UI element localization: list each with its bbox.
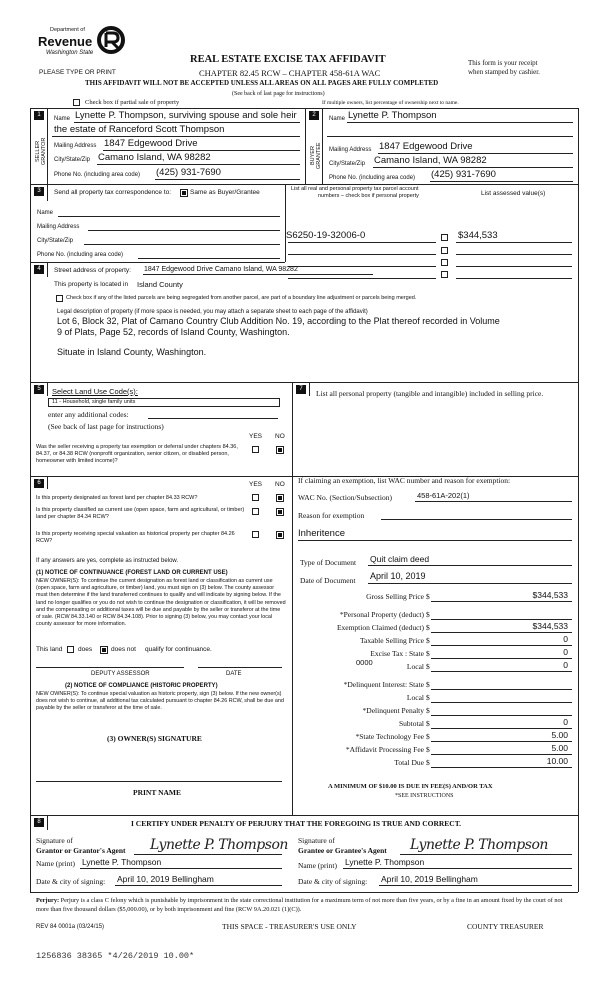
calc-row-label: *State Technology Fee (355, 732, 424, 741)
seller-city-state-zip[interactable]: Camano Island, WA 98282 (98, 152, 211, 163)
grantor-date-city[interactable]: April 10, 2019 Bellingham (117, 874, 214, 884)
legal-description-label: Legal description of property (if more space is needed, you may attach a separate sheet to each page of the affidavit) (57, 309, 368, 315)
grantee-date-label: Date & city of signing: (298, 877, 368, 886)
deputy-assessor-label: DEPUTY ASSESSOR (91, 671, 150, 677)
calc-row-dollar-sign: $ (426, 693, 430, 702)
print-name-label: PRINT NAME (133, 788, 181, 797)
county-treasurer-label: COUNTY TREASURER (467, 922, 544, 931)
forest-land-question: Is this property designated as forest land per chapter 84.33 RCW? (36, 495, 198, 501)
section-6-no-header: NO (275, 481, 285, 488)
calc-row-label: Local (406, 693, 424, 702)
land-use-label: Select Land Use Code(s): (52, 387, 138, 396)
grantee-date-city[interactable]: April 10, 2019 Bellingham (381, 874, 478, 884)
reason-label: Reason for exemption (298, 511, 365, 520)
correspondence-name-label: Name (37, 210, 54, 216)
seller-name-line-2[interactable]: the estate of Ranceford Scott Thompson (54, 124, 225, 135)
current-use-yes-checkbox[interactable] (252, 508, 259, 515)
dor-logo (38, 27, 128, 65)
land-use-see-back: (See back of last page for instructions) (48, 422, 164, 431)
forest-no-checkbox[interactable] (276, 494, 284, 502)
document-date[interactable]: April 10, 2019 (370, 571, 426, 581)
section-3-number: 3 (34, 187, 44, 196)
if-any-yes-note: If any answers are yes, complete as instructed below. (36, 558, 179, 564)
assessed-value-header: List assessed value(s) (481, 190, 546, 197)
calc-row-value[interactable]: $344,533 (532, 621, 568, 631)
local-code[interactable]: 0000 (356, 658, 373, 667)
see-back-instructions: (See back of last page for instructions) (232, 91, 325, 97)
property-county[interactable]: Island County (137, 280, 183, 289)
correspondence-mailing-label: Mailing Address (37, 224, 80, 230)
parcel-3-personal-checkbox[interactable] (441, 259, 448, 266)
wac-label: WAC No. (Section/Subsection) (298, 493, 392, 502)
section-4-number: 4 (34, 265, 44, 274)
seller-mailing-label: Mailing Address (54, 143, 97, 149)
parcel-1-personal-checkbox[interactable] (441, 234, 448, 241)
minimum-fee-notice: A MINIMUM OF $10.00 IS DUE IN FEE(S) AND/OR TAX (328, 783, 493, 790)
grantor-signature-label-1: Signature of (36, 836, 73, 845)
property-street-address[interactable]: 1847 Edgewood Drive Camano Island, WA 98282 (144, 266, 298, 273)
continuance-text: NEW OWNER(S): To continue the current designation as forest land or classification as current use (open space, farm and agriculture, or timber) land, you must sign on (3) below. The county assessor must then determine if the land transferred continues to qualify and will indicate by signing below. If the land no longer qualifies or you do not wish to continue the designation or classification, it will be removed and the compensating or additional taxes will be due and payable by the seller or transferor at the time of sale. (RCW 84.33.140 or RCW 84.34.108). Prior to signing (3) below, you may contact your local county assessor for more information. (36, 578, 286, 628)
chapter-ref: CHAPTER 82.45 RCW – CHAPTER 458-61A WAC (199, 68, 381, 78)
grantee-side-label: GRANTEE (316, 142, 322, 170)
correspondence-city-label: City/State/Zip (37, 238, 74, 244)
forest-yes-checkbox[interactable] (252, 494, 259, 501)
grantor-name-label: Name (print) (36, 859, 75, 868)
calc-row-value[interactable]: 5.00 (551, 730, 568, 740)
calc-row-dollar-sign: $ (426, 636, 430, 645)
buyer-name-label: Name (329, 116, 346, 122)
assessed-value-1[interactable]: $344,533 (458, 230, 498, 241)
grantee-signature-label-2: Grantee or Grantee's Agent (298, 846, 387, 855)
exemption-reason[interactable]: Inheritence (298, 528, 346, 539)
calc-row-dollar-sign: $ (426, 649, 430, 658)
grantor-signature[interactable]: Lynette P. Thompson (150, 837, 288, 853)
grantee-name-print[interactable]: Lynette P. Thompson (345, 857, 425, 867)
calc-row-value[interactable]: 10.00 (546, 756, 568, 766)
calc-row-value[interactable]: 5.00 (551, 743, 568, 753)
calc-row-label: Subtotal (398, 719, 424, 728)
section-7-number: 7 (296, 385, 306, 394)
not-accepted-notice: THIS AFFIDAVIT WILL NOT BE ACCEPTED UNLESS ALL AREAS ON ALL PAGES ARE FULLY COMPLETED (85, 79, 439, 87)
historic-yes-checkbox[interactable] (252, 531, 259, 538)
calc-row-dollar-sign: $ (426, 662, 430, 671)
street-address-label: Street address of property: (54, 267, 131, 274)
calc-row-label: Total Due (394, 758, 424, 767)
document-type[interactable]: Quit claim deed (370, 554, 430, 564)
recording-stamp: 1256836 38365 *4/26/2019 10.00* (36, 951, 195, 961)
section-5-number: 5 (34, 385, 44, 394)
seller-mailing-address[interactable]: 1847 Edgewood Drive (104, 138, 198, 149)
current-use-no-checkbox[interactable] (276, 508, 284, 516)
logo-line-2: Revenue (38, 34, 93, 49)
continuance-title: (1) NOTICE OF CONTINUANCE (FOREST LAND OR CURRENT USE) (36, 570, 228, 576)
buyer-mailing-address[interactable]: 1847 Edgewood Drive (379, 141, 473, 152)
segregated-parcel-label: Check box if any of the listed parcels are being segregated from another parcel, are part of a boundary line adjustment or parcels being merged. (66, 295, 417, 301)
section-5-no-header: NO (275, 433, 285, 440)
perjury-text: Perjury is a class C felony which is punishable by imprisonment in the state correctional institution for a maximum term of not more than five years, or by a fine in an amount fixed by the court of not more than five thousand dollars ($5,000.00), or by both imprisonment and fine (RCW 9A.20.021 (1)(C)). (36, 897, 563, 914)
additional-codes-input[interactable] (148, 418, 278, 419)
grantor-date-label: Date & city of signing: (36, 877, 106, 886)
calc-row-dollar-sign: $ (426, 732, 430, 741)
see-instructions-note: *SEE INSTRUCTIONS (395, 793, 454, 799)
seller-name-line-1[interactable]: Lynette P. Thompson, surviving spouse and sole heir (75, 110, 297, 121)
calc-row-value[interactable]: 0 (563, 717, 568, 727)
exemption-no-checkbox[interactable] (276, 446, 284, 454)
does-qualify-checkbox[interactable] (67, 646, 74, 653)
correspondence-phone-label: Phone No. (including area code) (37, 252, 124, 258)
calc-row-label: *Delinquent Penalty (362, 706, 424, 715)
wac-number[interactable]: 458-61A-202(1) (417, 491, 470, 500)
personal-property-label: List all personal property (tangible and intangible) included in selling price. (316, 389, 544, 398)
segregated-parcel-checkbox[interactable] (56, 295, 63, 302)
owner-signature-title: (3) OWNER(S) SIGNATURE (107, 734, 202, 743)
treasurer-use-only: THIS SPACE - TREASURER'S USE ONLY (222, 922, 357, 931)
land-use-select[interactable] (48, 398, 280, 407)
located-in-label: This property is located in (54, 281, 129, 288)
same-as-buyer-label: Same as Buyer/Grantee (190, 189, 260, 196)
calc-row-label: Taxable Selling Price (359, 636, 424, 645)
legal-description-line-3[interactable]: Situate in Island County, Washington. (57, 347, 207, 357)
calc-row-value[interactable]: $344,533 (532, 590, 568, 600)
parcel-header-1: List all real and personal property tax parcel account (291, 186, 419, 192)
current-use-question: Is this property classified as current use (open space, farm and agricultural, or timber) land per chapter 84.34 RCW? (36, 507, 245, 521)
grantor-signature-label-2: Grantor or Grantor's Agent (36, 846, 126, 855)
does-not-label: does not (111, 646, 136, 653)
calc-row-dollar-sign: $ (426, 680, 430, 689)
please-type: PLEASE TYPE OR PRINT (39, 69, 116, 76)
parcel-number-1[interactable]: S6250-19-32006-0 (286, 230, 366, 241)
seller-city-label: City/State/Zip (54, 157, 91, 163)
owner-signature-line[interactable] (36, 781, 282, 782)
seller-phone[interactable]: (425) 931-7690 (156, 167, 221, 178)
form-title: REAL ESTATE EXCISE TAX AFFIDAVIT (190, 54, 386, 65)
section-6-yes-header: YES (249, 481, 263, 488)
buyer-city-state-zip[interactable]: Camano Island, WA 98282 (374, 155, 487, 166)
calc-row-label: *Affidavit Processing Fee (345, 745, 424, 754)
calc-row-dollar-sign: $ (426, 610, 430, 619)
historic-no-checkbox[interactable] (276, 531, 284, 539)
seller-side-label: SELLER (35, 140, 41, 162)
perjury-title: Perjury: (36, 897, 60, 904)
compliance-text: NEW OWNER(S): To continue special valuation as historic property, sign (3) below. If the new owner(s) does not wish to continue, all additional tax calculated pursuant to chapter 84.26 RCW, shall be due and payable by the seller or transferor at the time of sale. (36, 691, 284, 712)
section-6-number: 6 (34, 479, 44, 488)
calc-row-label: Excise Tax : State (370, 649, 424, 658)
assessor-date-label: DATE (226, 671, 242, 677)
calc-row-dollar-sign: $ (426, 623, 430, 632)
buyer-mailing-label: Mailing Address (329, 147, 372, 153)
buyer-phone[interactable]: (425) 931-7690 (431, 169, 496, 180)
calc-row-label: Gross Selling Price (366, 592, 424, 601)
receipt-note-1: This form is your receipt (468, 59, 538, 67)
this-land-label: This land (36, 646, 63, 653)
send-correspondence-label: Send all property tax correspondence to: (54, 189, 172, 196)
calc-row-label: Local (406, 662, 424, 671)
does-label: does (78, 646, 93, 653)
calc-row-value[interactable]: 0 (563, 647, 568, 657)
partial-sale-checkbox[interactable] (73, 99, 80, 106)
section-8-number: 8 (34, 818, 44, 827)
section-5-yes-header: YES (249, 433, 263, 440)
legal-description-line-1[interactable]: Lot 6, Block 32, Plat of Camano Country Club Addition No. 19, according to the Plat thereof recorded in Volume (57, 316, 500, 326)
parcel-4-personal-checkbox[interactable] (441, 271, 448, 278)
dor-logo-icon (96, 25, 126, 55)
section-2-number: 2 (309, 111, 319, 120)
land-use-selected: 11 - Household, single family units (52, 399, 136, 405)
calc-row-label: *Delinquent Interest: State (343, 680, 424, 689)
seller-name-label: Name (54, 116, 71, 122)
doc-date-label: Date of Document (300, 576, 356, 585)
buyer-city-label: City/State/Zip (329, 161, 366, 167)
calc-row-dollar-sign: $ (426, 706, 430, 715)
tax-exemption-question: Was the seller receiving a property tax exemption or deferral under chapters 84.36, 84.37, or 84.38 RCW (nonprofit organization, senior citizen, or disabled person, homeowner with limited income)? (36, 444, 238, 465)
exemption-yes-checkbox[interactable] (252, 446, 259, 453)
calc-row-value[interactable]: 0 (563, 634, 568, 644)
parcel-header-2: numbers – check box if personal property (318, 193, 419, 199)
multiple-owners-note: If multiple owners, list percentage of ownership next to name. (322, 100, 459, 106)
grantee-signature-label-1: Signature of (298, 836, 335, 845)
grantee-signature[interactable]: Lynette P. Thompson (410, 837, 548, 853)
legal-description-line-2[interactable]: 9 of Plats, Page 52, records of Island County, Washington. (57, 327, 290, 337)
calc-row-dollar-sign: $ (426, 745, 430, 754)
calc-row-dollar-sign: $ (426, 758, 430, 767)
additional-codes-label: enter any additional codes: (48, 410, 129, 419)
partial-sale-label: Check box if partial sale of property (85, 99, 180, 106)
historic-property-question: Is this property receiving special valuation as historical property per chapter 84.26 RCW? (36, 531, 235, 545)
receipt-note-2: when stamped by cashier. (468, 68, 540, 76)
logo-line-3: Washington State (46, 50, 94, 56)
qualify-label: qualify for continuance. (145, 646, 212, 653)
grantor-side-label: GRANTOR (41, 137, 47, 165)
does-not-qualify-checkbox[interactable] (100, 646, 108, 654)
doc-type-label: Type of Document (300, 558, 357, 567)
calc-row-dollar-sign: $ (426, 592, 430, 601)
calc-row-value[interactable]: 0 (563, 660, 568, 670)
buyer-side-label: BUYER (310, 146, 316, 166)
form-revision: REV 84 0001a (03/24/15) (36, 924, 105, 930)
logo-line-1: Department of (50, 27, 85, 33)
parcel-2-personal-checkbox[interactable] (441, 247, 448, 254)
perjury-notice (36, 896, 576, 914)
calc-row-dollar-sign: $ (426, 719, 430, 728)
grantee-name-label: Name (print) (298, 861, 337, 870)
buyer-name[interactable]: Lynette P. Thompson (348, 110, 437, 121)
seller-phone-label: Phone No. (including area code) (54, 172, 141, 178)
grantor-name-print[interactable]: Lynette P. Thompson (82, 857, 162, 867)
same-as-buyer-checkbox[interactable] (180, 189, 188, 197)
section-1-number: 1 (34, 111, 44, 120)
certify-statement: I CERTIFY UNDER PENALTY OF PERJURY THAT THE FOREGOING IS TRUE AND CORRECT. (131, 819, 462, 828)
calc-row-label: *Personal Property (deduct) (339, 610, 424, 619)
calc-row-label: Exemption Claimed (deduct) (336, 623, 424, 632)
exemption-intro: If claiming an exemption, list WAC number and reason for exemption: (298, 476, 511, 485)
buyer-phone-label: Phone No. (including area code) (329, 175, 416, 181)
compliance-title: (2) NOTICE OF COMPLIANCE (HISTORIC PROPERTY) (65, 683, 218, 689)
